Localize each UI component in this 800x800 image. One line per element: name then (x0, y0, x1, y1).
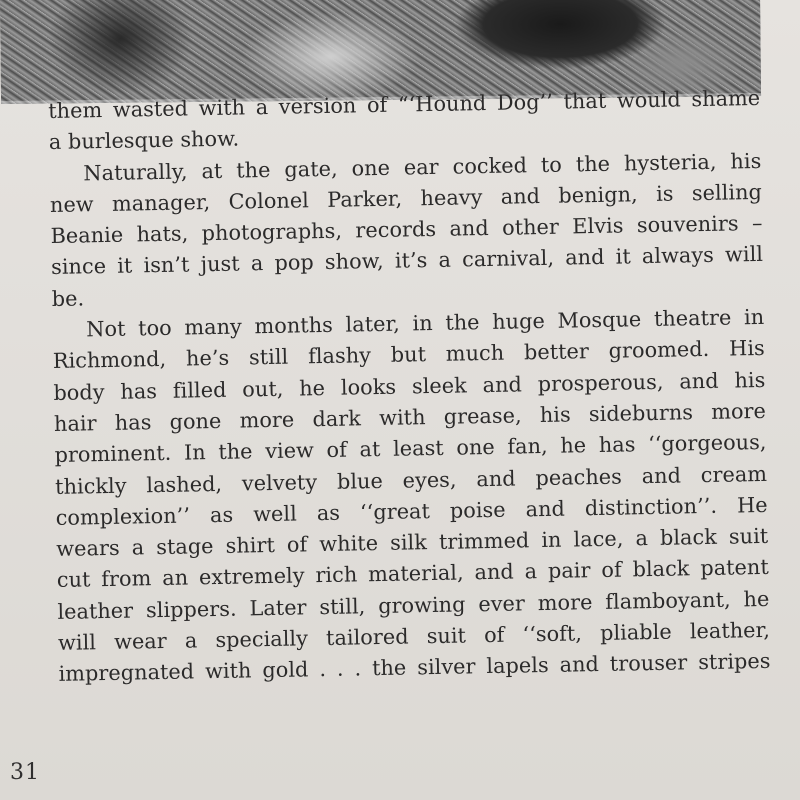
text-line: hair has gone more dark with grease, his sideburns more (53, 398, 767, 436)
text-line: body has filled out, he looks sleek and prosperous, and his (53, 367, 766, 405)
text-line: Richmond, he’s still flashy but much better groomed. His (52, 336, 765, 374)
text-line: impregnated with gold . . . the silver lapels and trouser stripes (58, 649, 771, 687)
text-line: leather slippers. Later still, growing ever more flamboyant, he (57, 586, 770, 624)
text-line: Beanie hats, photographs, records and other Elvis souvenirs – (50, 211, 763, 249)
text-line: prominent. In the view of at least one fan, he has ‘‘gorgeous, (54, 430, 767, 468)
text-line: complexion’’ as well as ‘‘great poise and distinction’’. He (55, 492, 768, 530)
text-line: them wasted with a version of “‘Hound Dog’’ that would shame (48, 85, 761, 123)
text-line: be. (51, 286, 85, 311)
text-line: wears a stage shirt of white silk trimmed in lace, a black suit (56, 524, 769, 562)
page-number: 31 (10, 760, 40, 785)
text-line: cut from an extremely rich material, and a pair of black patent (56, 555, 769, 593)
body-text (48, 83, 771, 691)
text-line: Not too many months later, in the huge Mosque theatre in (86, 304, 765, 342)
text-line: a burlesque show. (48, 126, 240, 155)
text-line: since it isn’t just a pop show, it’s a carnival, and it always will (50, 242, 764, 280)
text-line: Naturally, at the gate, one ear cocked to the hysteria, his (83, 148, 762, 185)
text-line: thickly lashed, velvety blue eyes, and peaches and cream (54, 461, 768, 499)
text-line: new manager, Colonel Parker, heavy and benign, is selling (49, 179, 763, 217)
text-line: will wear a specially tailored suit of ‘‘soft, pliable leather, (57, 617, 771, 655)
